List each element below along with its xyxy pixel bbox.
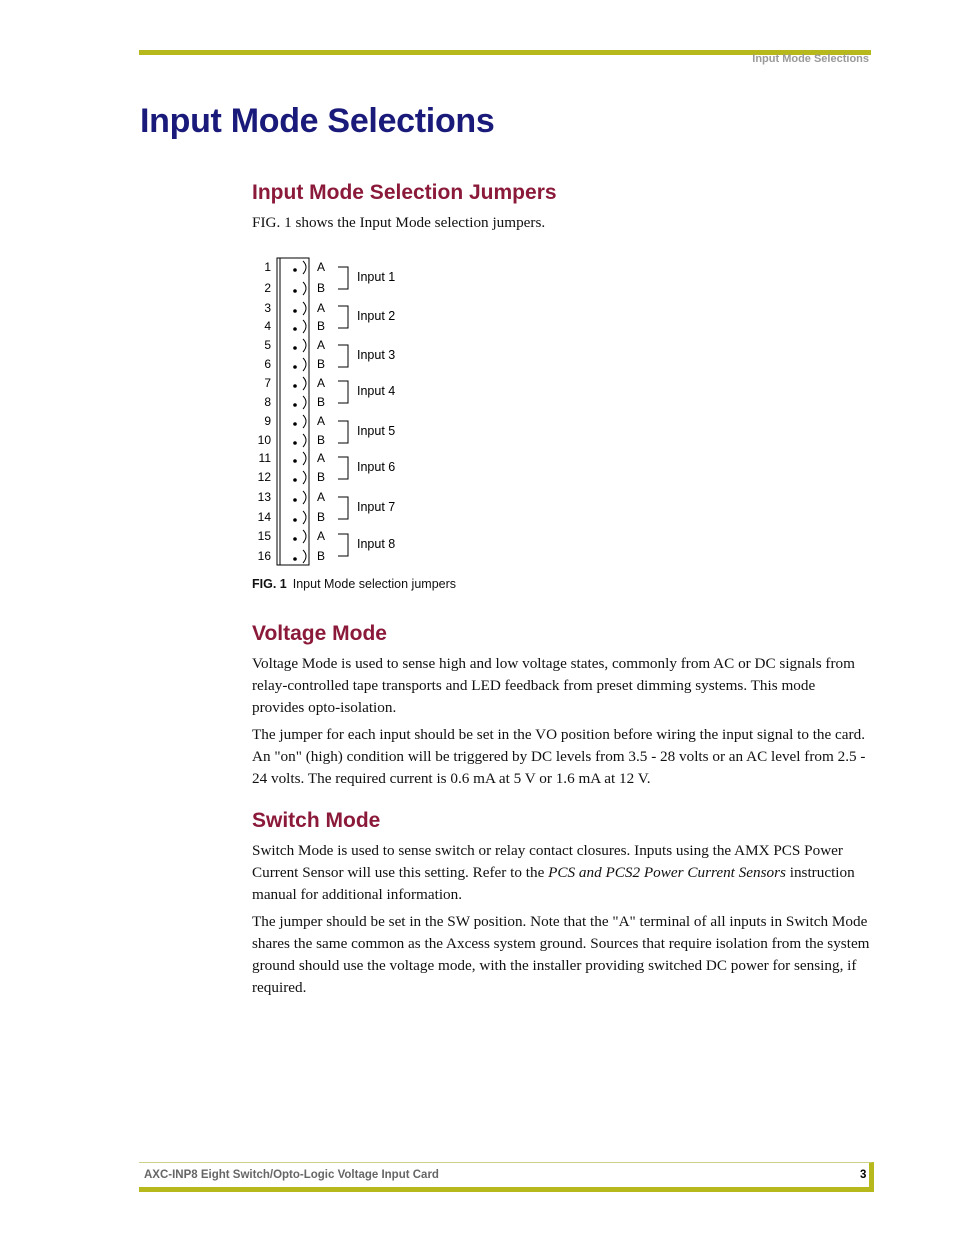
pin-contact	[303, 358, 306, 371]
input-label: Input 3	[357, 348, 396, 362]
pin-contact	[303, 282, 306, 295]
jumper-figure	[252, 255, 472, 571]
input-bracket	[338, 381, 348, 403]
switch-p1-before: Switch Mode is used to sense switch or relay contact closures. Inputs using the AMX PCS Power Current Sensor will use this setting. Refer to the	[252, 842, 843, 881]
pin-dot	[293, 327, 297, 331]
pin-dot	[293, 518, 297, 522]
pin-dot	[293, 289, 297, 293]
pin-number: 12	[257, 470, 271, 484]
pin-number: 7	[264, 376, 271, 390]
terminal-b-label: B	[317, 549, 326, 563]
pin-number: 2	[264, 281, 271, 295]
switch-p1-after: instruction manual for additional information.	[252, 864, 855, 903]
terminal-a-label: A	[317, 529, 326, 543]
input-bracket	[338, 534, 348, 556]
switch-mode-paragraph-2: The jumper should be set in the SW position. Note that the "A" terminal of all inputs in Switch Mode shares the same common as the Axcess system ground. Sources that require isolation from the system ground should use the voltage mode, with the installer providing switched DC power for sensing, if required.	[252, 913, 870, 996]
pin-contact	[303, 550, 306, 563]
pin-dot	[293, 557, 297, 561]
terminal-b-label: B	[317, 357, 326, 371]
pin-number: 10	[257, 433, 271, 447]
switch-mode-heading: Switch Mode	[252, 809, 381, 832]
terminal-b-label: B	[317, 433, 326, 447]
input-bracket	[338, 457, 348, 479]
switch-p1-manual-title: PCS and PCS2 Power Current Sensors	[548, 864, 786, 881]
terminal-b-label: B	[317, 395, 326, 409]
pin-number: 1	[264, 260, 271, 274]
pin-number: 14	[257, 510, 271, 524]
page-number: 3	[860, 1169, 867, 1181]
pin-number: 4	[264, 319, 271, 333]
pin-contact	[303, 261, 306, 274]
pin-number: 15	[257, 529, 271, 543]
voltage-mode-paragraph-1: Voltage Mode is used to sense high and low voltage states, commonly from AC or DC signals from relay-controlled tape transports and LED feedback from preset dimming systems. This mode provides opto-isolation.	[252, 655, 855, 716]
figure-caption	[252, 577, 456, 591]
input-label: Input 8	[357, 537, 396, 551]
input-bracket	[338, 421, 348, 443]
pin-number: 3	[264, 301, 271, 315]
terminal-a-label: A	[317, 414, 326, 428]
input-bracket	[338, 267, 348, 289]
terminal-a-label: A	[317, 301, 326, 315]
terminal-b-label: B	[317, 319, 326, 333]
pin-contact	[303, 471, 306, 484]
terminal-a-label: A	[317, 490, 326, 504]
pin-dot	[293, 365, 297, 369]
pin-dot	[293, 422, 297, 426]
terminal-a-label: A	[317, 376, 326, 390]
input-bracket	[338, 497, 348, 519]
pin-contact	[303, 320, 306, 333]
pin-dot	[293, 309, 297, 313]
voltage-mode-heading: Voltage Mode	[252, 622, 387, 645]
pin-contact	[303, 415, 306, 428]
pin-dot	[293, 537, 297, 541]
pin-dot	[293, 384, 297, 388]
pin-number: 5	[264, 338, 271, 352]
running-head: Input Mode Selections	[752, 53, 869, 65]
pin-number: 16	[257, 549, 271, 563]
pin-number: 13	[257, 490, 271, 504]
pin-contact	[303, 302, 306, 315]
pin-dot	[293, 403, 297, 407]
pin-contact	[303, 339, 306, 352]
input-bracket	[338, 306, 348, 328]
footer-title: AXC-INP8 Eight Switch/Opto-Logic Voltage Input Card	[144, 1169, 439, 1181]
pin-number: 6	[264, 357, 271, 371]
input-label: Input 1	[357, 270, 396, 284]
jumpers-heading: Input Mode Selection Jumpers	[252, 181, 557, 204]
pin-dot	[293, 459, 297, 463]
terminal-b-label: B	[317, 510, 326, 524]
terminal-a-label: A	[317, 338, 326, 352]
page-title: Input Mode Selections	[140, 102, 495, 140]
pin-contact	[303, 434, 306, 447]
input-label: Input 6	[357, 460, 396, 474]
pin-contact	[303, 396, 306, 409]
terminal-b-label: B	[317, 470, 326, 484]
input-label: Input 2	[357, 309, 396, 323]
pin-number: 8	[264, 395, 271, 409]
input-label: Input 5	[357, 424, 396, 438]
switch-mode-paragraph-1	[252, 840, 870, 906]
pin-dot	[293, 498, 297, 502]
voltage-mode-paragraph-2: The jumper for each input should be set in the VO position before wiring the input signal to the card. An "on" (high) condition will be triggered by DC levels from 3.5 - 28 volts or an AC level from 2.5 - 24 volts. The required current is 0.6 mA at 5 V or 1.6 mA at 12 V.	[252, 726, 866, 787]
jumper-diagram	[252, 255, 472, 571]
pin-dot	[293, 478, 297, 482]
pin-dot	[293, 441, 297, 445]
input-label: Input 7	[357, 500, 396, 514]
terminal-a-label: A	[317, 451, 326, 465]
pin-contact	[303, 530, 306, 543]
pin-number: 11	[258, 451, 271, 465]
pin-contact	[303, 491, 306, 504]
pin-contact	[303, 377, 306, 390]
pin-dot	[293, 268, 297, 272]
pin-dot	[293, 346, 297, 350]
input-label: Input 4	[357, 384, 396, 398]
figure-caption-text: Input Mode selection jumpers	[292, 577, 457, 591]
jumpers-intro: FIG. 1 shows the Input Mode selection jumpers.	[252, 214, 546, 231]
terminal-b-label: B	[317, 281, 326, 295]
terminal-a-label: A	[317, 260, 326, 274]
input-bracket	[338, 345, 348, 367]
pin-number: 9	[264, 414, 271, 428]
pin-contact	[303, 511, 306, 524]
pin-contact	[303, 452, 306, 465]
figure-caption-label: FIG. 1	[252, 577, 287, 591]
